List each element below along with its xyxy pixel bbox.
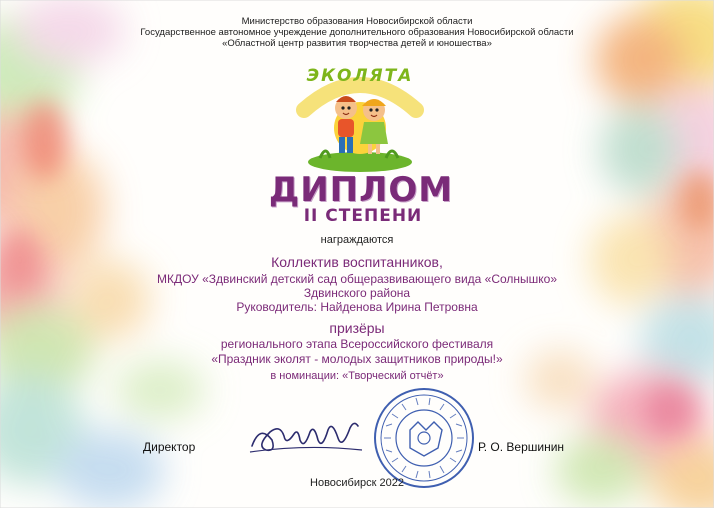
- recipient-line-2: МКДОУ «Здвинский детский сад общеразвивающего вида «Солнышко»: [156, 272, 558, 286]
- festival-line-1: регионального этапа Всероссийского фестиваля: [220, 337, 494, 351]
- ecolyata-logo: [290, 66, 430, 178]
- footer-city-year: Новосибирск 2022: [310, 477, 404, 489]
- recipient-line-1: Коллектив воспитанников,: [271, 254, 443, 270]
- awarded-label: награждаются: [320, 234, 394, 246]
- prize-winners-label: призёры: [329, 320, 385, 336]
- header-institution: Государственное автономное учреждение дополнительного образования Новосибирской области: [140, 27, 574, 38]
- recipient-line-3: Здвинского района: [303, 286, 411, 300]
- header-center: «Областной центр развития творчества детей и юношества»: [222, 38, 492, 49]
- nomination: в номинации: «Творческий отчёт»: [270, 370, 444, 382]
- signature-name: Р. О. Вершинин: [478, 440, 565, 454]
- handwritten-signature: [246, 410, 364, 460]
- signature-position: Директор: [143, 440, 196, 454]
- diploma-degree: II СТЕПЕНИ: [303, 206, 423, 226]
- diploma-title: ДИПЛОМ: [268, 170, 454, 210]
- header-ministry: Министерство образования Новосибирской области: [241, 16, 473, 27]
- festival-line-2: «Праздник эколят - молодых защитников природы!»: [211, 352, 503, 366]
- ecolyata-wordmark: ЭКОЛЯТА: [306, 66, 414, 86]
- official-stamp: [372, 386, 476, 490]
- recipient-leader: Руководитель: Найденова Ирина Петровна: [236, 300, 478, 314]
